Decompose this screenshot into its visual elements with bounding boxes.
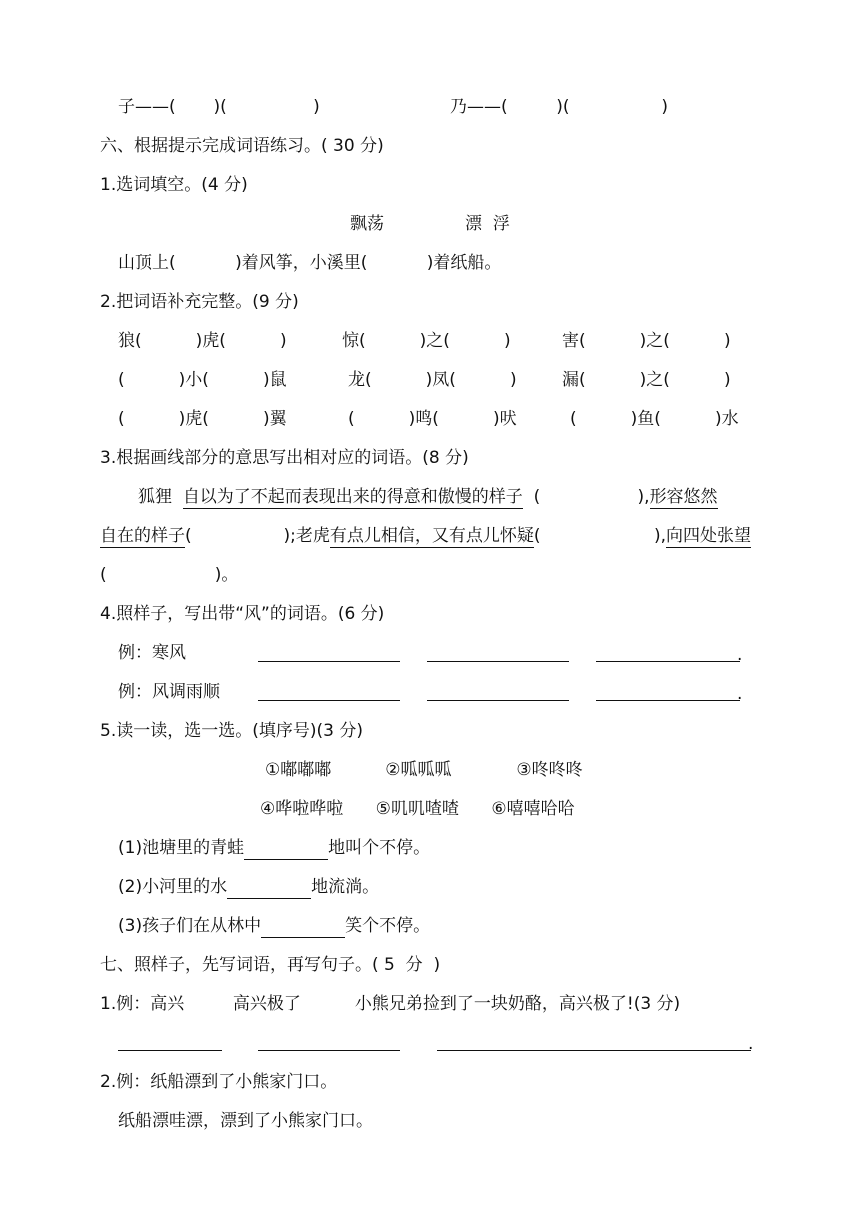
section-six-heading: 六、根据提示完成词语练习。( 30 分) (100, 136, 384, 156)
q3-heading: 3.根据画线部分的意思写出相对应的词语。(8 分) (100, 448, 469, 468)
answer-line[interactable] (596, 700, 740, 701)
q7-1-example: 1.例：高兴 高兴极了 小熊兄弟捡到了一块奶酪，高兴极了!(3 分) (100, 994, 681, 1014)
q1-sentence: 山顶上( )着风筝，小溪里( )着纸船。 (118, 253, 502, 273)
idiom-4: ( )小( )鼠 (118, 370, 287, 390)
q5-options-row2: ④哗啦哗啦 ⑤叽叽喳喳 ⑥嘻嘻哈哈 (260, 799, 575, 819)
answer-blank[interactable] (261, 915, 345, 938)
q7-2-example: 2.例：纸船漂到了小熊家门口。 (100, 1072, 338, 1092)
underlined-phrase-4: 向四处张望 (666, 526, 752, 546)
answer-line[interactable] (258, 661, 400, 662)
underlined-phrase-3: 有点儿相信，又有点儿怀疑 (329, 526, 534, 546)
idiom-7: ( )虎( )翼 (118, 409, 287, 429)
idiom-2: 惊( )之( ) (342, 331, 511, 351)
q3-para-line1: 狐狸 自以为了不起而表现出来的得意和傲慢的样子 ( ),形容悠然 (138, 487, 718, 507)
underlined-phrase-2b: 自在的样子 (100, 526, 185, 546)
idiom-8: ( )鸣( )吠 (348, 409, 517, 429)
answer-line[interactable] (427, 661, 569, 662)
q5-heading: 5.读一读，选一选。(填序号)(3 分) (100, 721, 363, 741)
answer-line[interactable] (258, 1050, 400, 1051)
q4-example-2: 例：风调雨顺 (118, 682, 220, 702)
end-period: . (748, 1034, 754, 1054)
answer-line[interactable] (258, 700, 400, 701)
idiom-6: 漏( )之( ) (562, 370, 731, 390)
underlined-phrase-1: 自以为了不起而表现出来的得意和傲慢的样子 (182, 487, 523, 507)
q1-heading: 1.选词填空。(4 分) (100, 175, 248, 195)
idiom-1: 狼( )虎( ) (118, 331, 287, 351)
q5-item-1: (1)池塘里的青蛙 地叫个不停。 (118, 838, 431, 858)
char-expand-nai: 乃——( )( ) (450, 97, 669, 117)
answer-line[interactable] (427, 700, 569, 701)
q5-options-row1: ①嘟嘟嘟 ②呱呱呱 ③咚咚咚 (265, 760, 583, 780)
idiom-3: 害( )之( ) (562, 331, 731, 351)
section-seven-heading: 七、照样子，先写词语，再写句子。( 5 分 ) (100, 955, 441, 975)
q3-para-line3: ( )。 (100, 565, 239, 585)
underlined-phrase-2a: 形容悠然 (649, 487, 718, 507)
answer-line[interactable] (596, 661, 740, 662)
q7-2-model-sentence: 纸船漂哇漂，漂到了小熊家门口。 (118, 1111, 373, 1131)
q2-heading: 2.把词语补充完整。(9 分) (100, 292, 299, 312)
q4-heading: 4.照样子，写出带“风”的词语。(6 分) (100, 604, 385, 624)
q1-word-options: 飘荡 漂 浮 (350, 214, 510, 234)
q5-item-3: (3)孩子们在从林中 笑个不停。 (118, 916, 431, 936)
answer-line[interactable] (118, 1050, 222, 1051)
idiom-5: 龙( )凤( ) (348, 370, 517, 390)
char-expand-zi: 子——( )( ) (118, 97, 320, 117)
end-period: . (737, 645, 743, 665)
answer-blank[interactable] (227, 876, 311, 899)
q5-item-2: (2)小河里的水 地流淌。 (118, 877, 380, 897)
answer-blank[interactable] (244, 837, 328, 860)
q3-para-line2: 自在的样子( );老虎有点儿相信，又有点儿怀疑( ),向四处张望 (100, 526, 752, 546)
q4-example-1: 例：寒风 (118, 643, 186, 663)
answer-line[interactable] (437, 1050, 751, 1051)
idiom-9: ( )鱼( )水 (570, 409, 739, 429)
end-period: . (737, 684, 743, 704)
